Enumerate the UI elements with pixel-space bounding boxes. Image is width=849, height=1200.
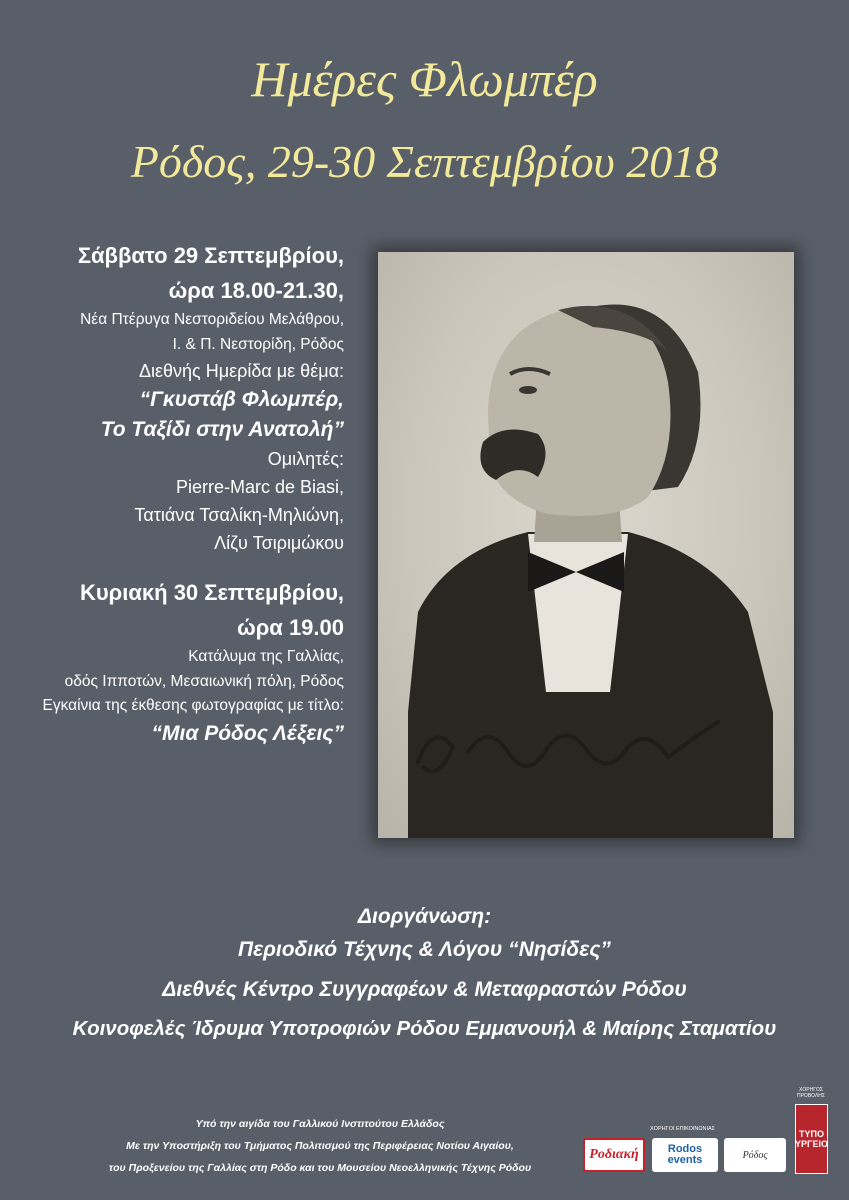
poster-title: Ημέρες Φλωμπέρ [251, 51, 598, 107]
sponsor-logo-rodos-events [652, 1138, 718, 1172]
organizer-item: Κοινοφελές Ίδρυμα Υποτροφιών Ρόδου Εμμανουήλ & Μαίρης Σταματίου [72, 1017, 777, 1040]
day1-date: Σάββατο 29 Σεπτεμβρίου, [77, 243, 344, 268]
portrait-illustration [378, 252, 794, 838]
organizers-label: Διοργάνωση: [357, 905, 492, 928]
sponsor-logo-text: Ροδιακή [589, 1147, 639, 1162]
day2-time: ώρα 19.00 [237, 615, 344, 640]
speaker-name: Pierre-Marc de Biasi, [175, 477, 344, 497]
speaker-name: Τατιάνα Τσαλίκη-Μηλιώνη, [134, 505, 344, 525]
day1-topic-line: Το Ταξίδι στην Ανατολή” [100, 418, 344, 441]
sponsor-logo-text: Ρόδος [742, 1149, 768, 1161]
flaubert-portrait [378, 252, 794, 838]
day1-venue-line: Ι. & Π. Νεστορίδη, Ρόδος [172, 335, 344, 353]
footer-line: Με την Υποστήριξη του Τμήματος Πολιτισμού της Περιφέρειας Νοτίου Αιγαίου, [126, 1140, 514, 1152]
day1-venue-line: Νέα Πτέρυγα Νεστοριδείου Μελάθρου, [80, 311, 344, 328]
speaker-name: Λίζυ Τσιριμώκου [214, 533, 344, 553]
poster-subtitle: Ρόδος, 29-30 Σεπτεμβρίου 2018 [130, 136, 719, 187]
media-sponsors-label: ΧΟΡΗΓΟΙ ΕΠΙΚΟΙΝΩΝΙΑΣ [650, 1126, 716, 1132]
footer-line: του Προξενείου της Γαλλίας στη Ρόδο και του Μουσείου Νεοελληνικής Τέχνης Ρόδου [108, 1162, 532, 1174]
organizer-item: Διεθνές Κέντρο Συγγραφέων & Μεταφραστών Ρόδου [162, 978, 687, 1001]
organizer-item: Περιοδικό Τέχνης & Λόγου “Νησίδες” [238, 938, 611, 961]
sponsor-logo-text: Rodos events [667, 1143, 703, 1166]
speakers-label: Ομιλητές: [267, 449, 344, 469]
footer-line: Υπό την αιγίδα του Γαλλικού Ινστιτούτου Ελλάδος [195, 1118, 445, 1130]
main-sponsor-label: ΧΟΡΗΓΟΣ ΠΡΟΒΟΛΗΣ [796, 1087, 825, 1099]
day1-topic-line: “Γκυστάβ Φλωμπέρ, [139, 388, 344, 411]
day1-event: Διεθνής Ημερίδα με θέμα: [138, 361, 344, 381]
main-sponsor-text: ΤΥΠΟ ΥΡΓΕΙΟ [795, 1129, 828, 1149]
sponsor-logo-rodiaki [583, 1138, 645, 1172]
day2-venue-line: Κατάλυμα της Γαλλίας, [188, 648, 344, 665]
day2-date: Κυριακή 30 Σεπτεμβρίου, [79, 580, 344, 605]
main-sponsor-logo [795, 1104, 828, 1174]
exhibition-title: “Μια Ρόδος Λέξεις” [151, 721, 344, 745]
day1-time: ώρα 18.00-21.30, [168, 278, 344, 303]
program-column [4, 238, 344, 749]
sponsor-logo-rodos [724, 1138, 786, 1172]
day2-event: Εγκαίνια της έκθεσης φωτογραφίας με τίτλο: [42, 697, 344, 714]
day2-venue-line: οδός Ιπποτών, Μεσαιωνική πόλη, Ρόδος [64, 672, 344, 690]
